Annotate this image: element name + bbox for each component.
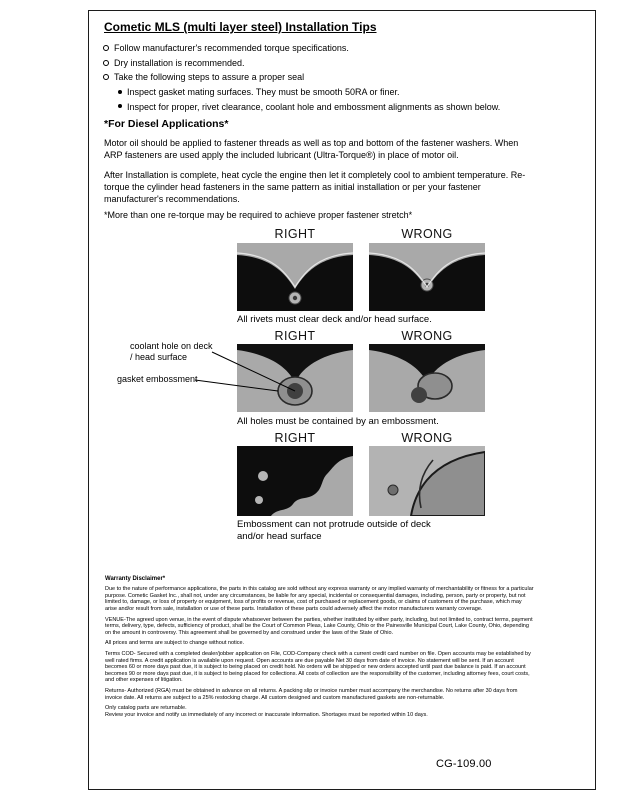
hollow-bullet-icon	[103, 60, 109, 66]
solid-bullet-icon	[118, 90, 122, 94]
diesel-heading: *For Diesel Applications*	[104, 118, 229, 130]
rivet-right-diagram	[237, 243, 353, 311]
bolt-hole-icon	[258, 471, 268, 481]
list-item	[103, 42, 535, 54]
list-item	[103, 71, 535, 83]
solid-bullet-icon	[118, 104, 122, 108]
embossment-wrong-diagram	[369, 446, 485, 516]
disclaimer-paragraph: Only catalog parts are returnable.	[105, 705, 187, 712]
hollow-bullet-icon	[103, 74, 109, 80]
tip-text: Inspect gasket mating surfaces. They must be smooth 50RA or finer.	[127, 87, 400, 98]
gasket-embossment-callout: gasket embossment	[117, 374, 198, 384]
coolant-hole-callout: coolant hole on deck / head surface	[130, 341, 213, 363]
disclaimer-paragraph: All prices and terms are subject to change without notice.	[105, 640, 245, 647]
diagram-caption-rivets: All rivets must clear deck and/or head surface.	[237, 314, 432, 325]
bolt-hole-icon	[255, 496, 263, 504]
leader-lines	[195, 346, 300, 396]
rivet-wrong-diagram	[369, 243, 485, 311]
bolt-hole-icon	[388, 485, 398, 495]
disclaimer-paragraph: Returns- Authorized (RGA) must be obtained in advance on all returns. A packing slip or invoice number must accompany the merchandise. No returns after 30 days from invoice date. All returns are subject to a 25% restocking charge. All custom designed and custom manufactured gaskets are non-returnable.	[105, 687, 518, 701]
coolant-wrong-diagram	[369, 344, 485, 412]
list-item	[118, 86, 535, 98]
tip-text: Dry installation is recommended.	[114, 57, 245, 68]
tip-text: Follow manufacturer's recommended torque specifications.	[114, 43, 349, 53]
list-item	[118, 101, 535, 113]
list-item	[103, 57, 535, 69]
coolant-hole-icon	[411, 387, 427, 403]
tips-list	[103, 42, 535, 116]
tip-text: Inspect for proper, rivet clearance, coolant hole and embossment alignments as shown below.	[127, 101, 501, 112]
right-label: RIGHT	[274, 227, 316, 241]
warranty-disclaimer	[105, 576, 535, 722]
disclaimer-heading: Warranty Disclaimer*	[105, 576, 166, 582]
page-title: Cometic MLS (multi layer steel) Installation Tips	[104, 20, 377, 34]
embossment-right-diagram	[237, 446, 353, 516]
wrong-label: WRONG	[401, 431, 453, 445]
disclaimer-paragraph: Due to the nature of performance applications, the parts in this catalog are sold without any express warranty or any implied warranty of merchantability or fitness for a particular purpose. Cometic Gasket Inc., shall not, under any circumstances, be liable for any special, incidental or consequential damages, including, person, party or property, but not limited to, damage, or loss of property or equipment, loss of profits or revenue, cost of purchased or replacement goods, or claims of customers of the purchase, which may arise and/or result from sale, installation or use of these parts. Installation of these parts could adversely affect the motor manufacturers warranty coverage.	[105, 586, 534, 612]
right-label: RIGHT	[274, 431, 316, 445]
wrong-label: WRONG	[401, 227, 453, 241]
page-code: CG-109.00	[436, 758, 492, 770]
retorque-note: *More than one re-torque may be required to achieve proper fastener stretch*	[104, 210, 413, 220]
diagram-caption-embossment: Embossment can not protrude outside of deck and/or head surface	[237, 519, 431, 543]
tip-text: Take the following steps to assure a proper seal	[114, 72, 305, 83]
hollow-bullet-icon	[103, 45, 109, 51]
diesel-paragraph-2: After Installation is complete, heat cycle the engine then let it completely cool to ambient temperature. Re-torque the cylinder head fasteners in the same pattern as initial installation or per your fastener manufacturer's recommendations.	[104, 170, 526, 205]
wrong-label: WRONG	[401, 329, 453, 343]
right-label: RIGHT	[274, 329, 316, 343]
disclaimer-paragraph: Terms COD- Secured with a completed dealer/jobber application on File, COD-Company check with a current credit card number on file. Open accounts may be established by well rated firms. A credit application is available upon request. Open accounts are due payable Net 30 days from date of invoice. No statement will be sent. If an account becomes 60 or more days past due, it is subject to being placed on credit hold. No orders will be shipped or new orders accepted until past due balance is paid. If an account becomes 90 or more days past due, it is subject to being placed for collections. All costs of collection are the responsibility of the customer, including attorney fees, court costs, and other expenses of litigation.	[105, 650, 531, 684]
disclaimer-paragraph: VENUE-The agreed upon venue, in the event of dispute whatsoever between the parties, whether instituted by either party, including, but not limited to, contract terms, payment terms, delivery, type, defects, sufficiency of product, shall be the Court of Common Pleas, Lake County, Ohio or the Painesville Municipal Court, Lake County, Ohio, depending on the amount in controversy. This agreement shall be governed by and construed under the laws of the State of Ohio.	[105, 616, 533, 636]
diagram-caption-holes: All holes must be contained by an embossment.	[237, 416, 439, 427]
disclaimer-paragraph: Review your invoice and notify us immediately of any incorrect or inaccurate information. Shortages must be reported within 10 days.	[105, 711, 428, 718]
diesel-paragraph-1: Motor oil should be applied to fastener threads as well as top and bottom of the fastener washers. When ARP fasteners are used apply the included lubricant (Ultra-Torque®) in place of motor oil.	[104, 138, 519, 161]
